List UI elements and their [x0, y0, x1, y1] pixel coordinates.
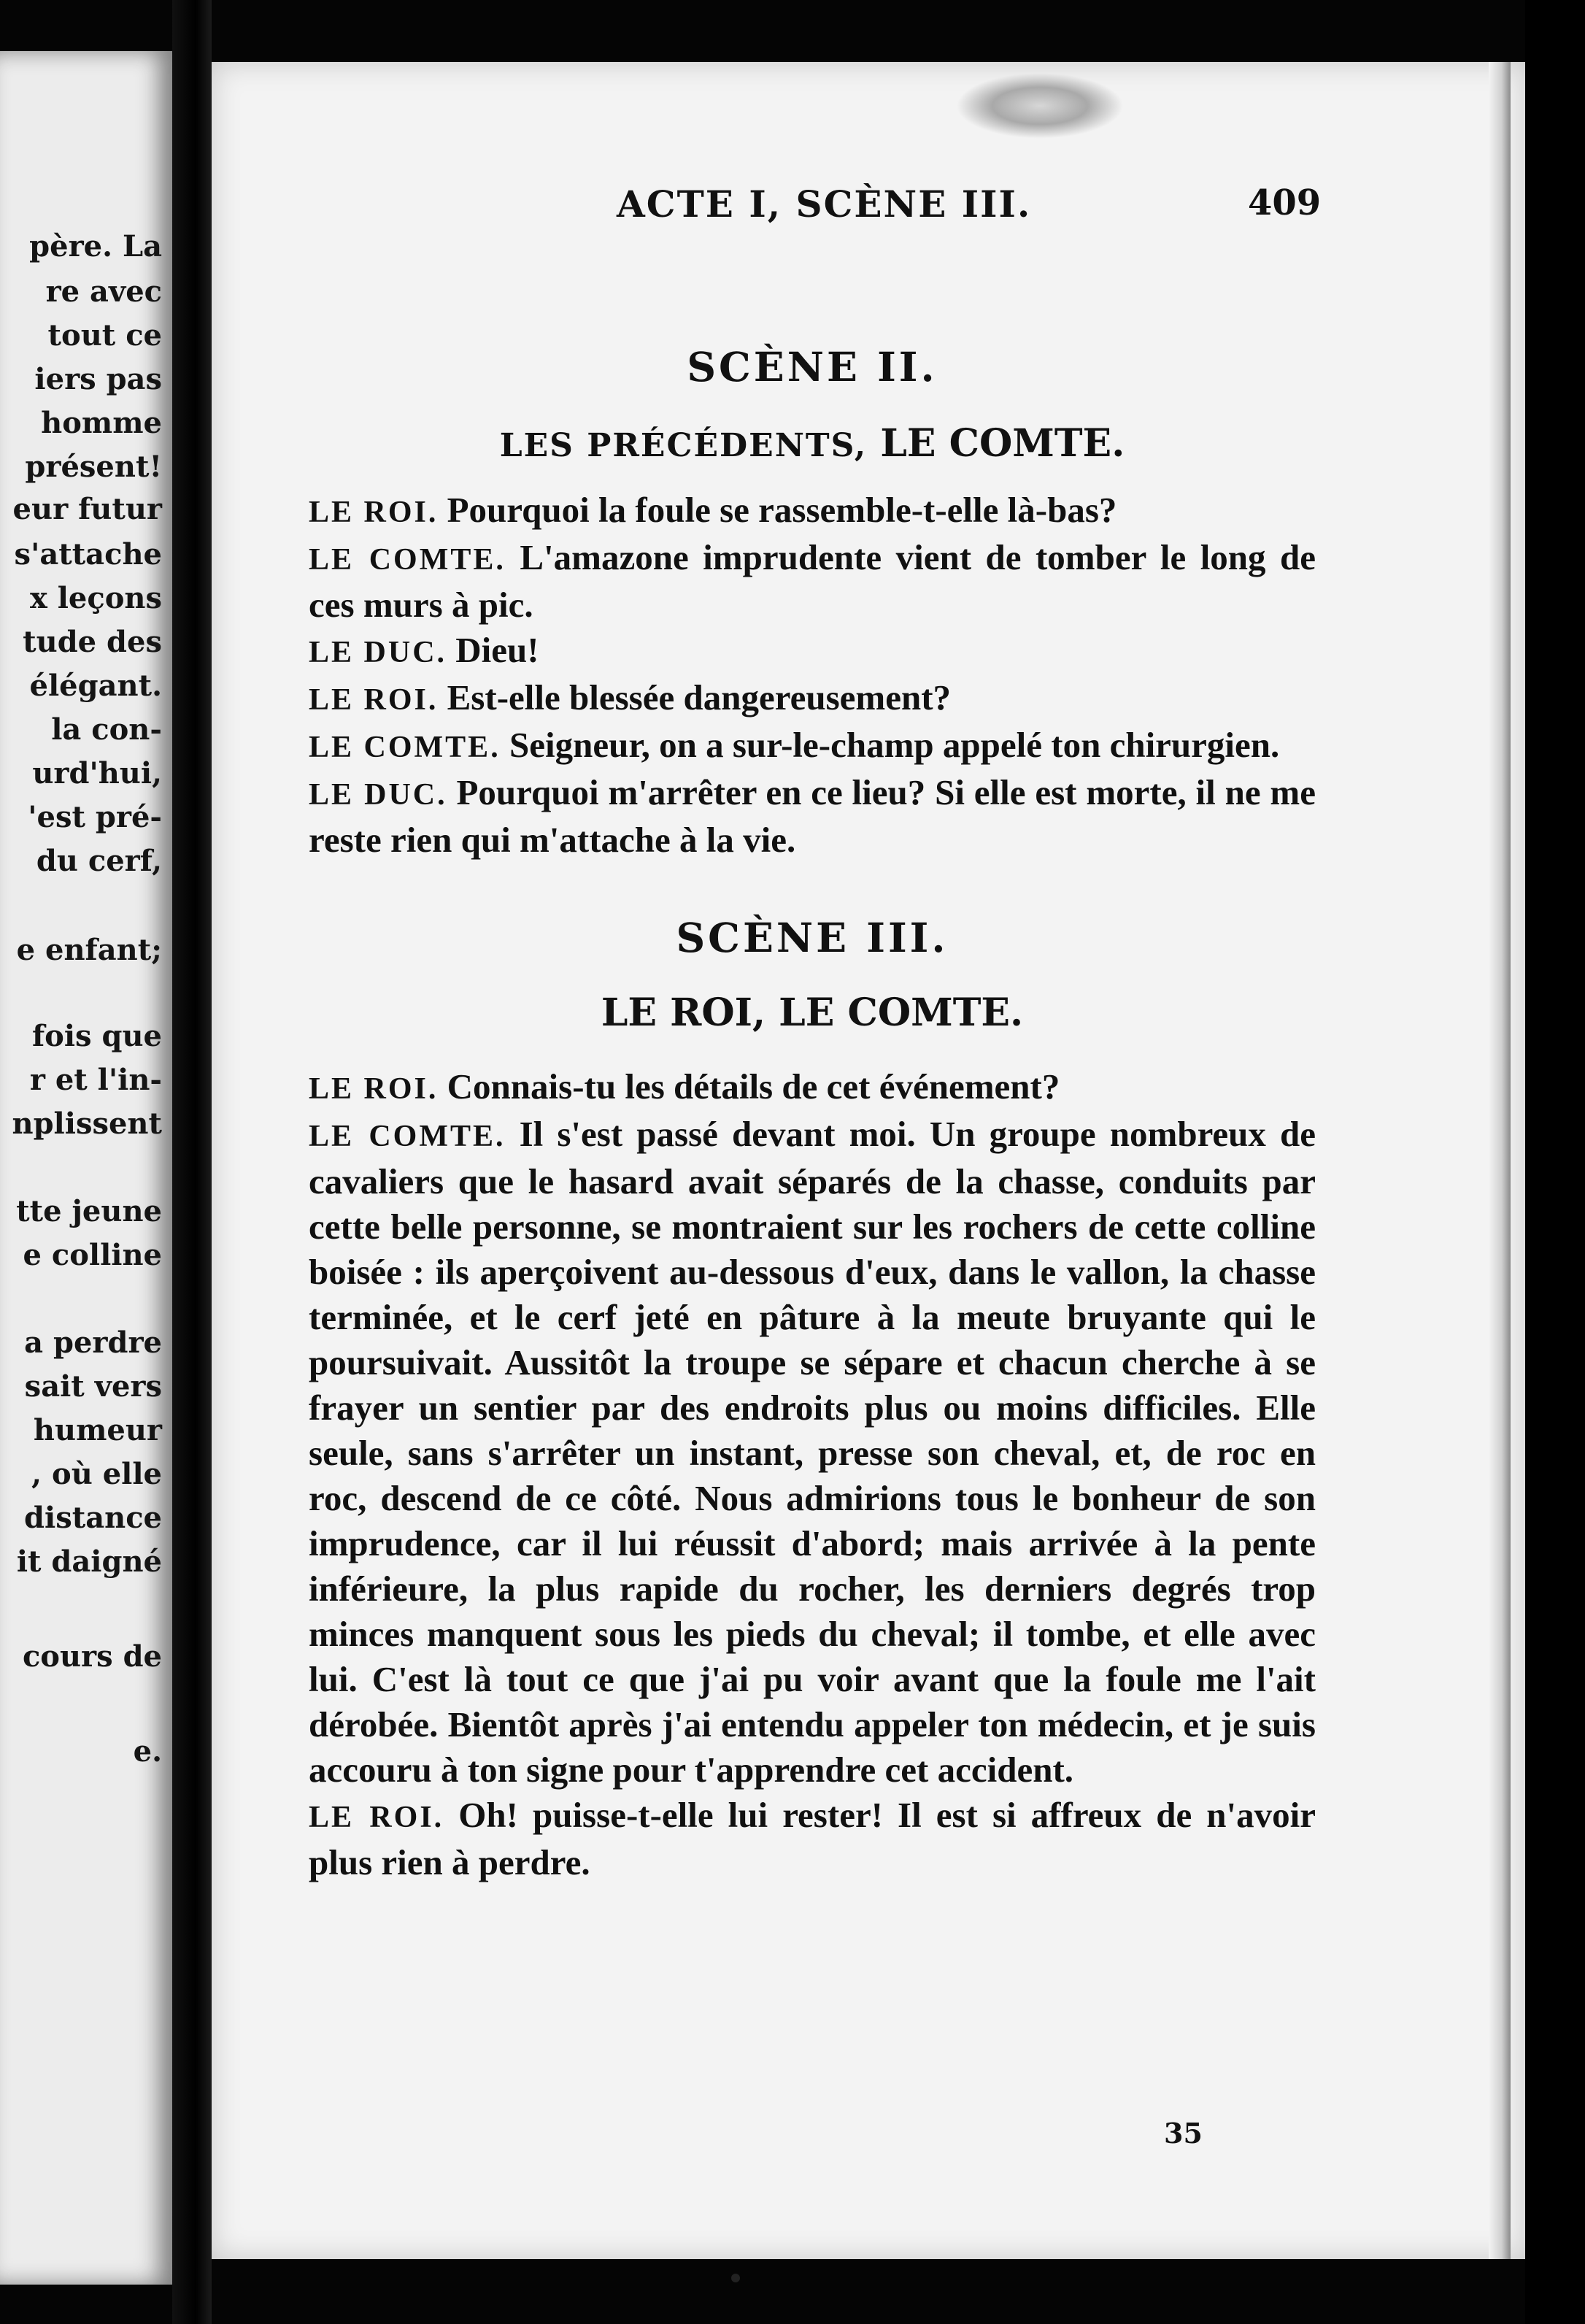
speaker: LE ROI. [309, 1072, 439, 1106]
left-page-line: e enfant; [16, 933, 162, 967]
dialogue-line [309, 488, 1316, 535]
left-page-line: re avec [45, 274, 162, 309]
scene-2-characters [309, 421, 1316, 466]
page-edge-shadow [1489, 62, 1511, 2259]
left-page-line: homme [41, 406, 162, 440]
left-page-line: iers pas [34, 362, 162, 396]
line-text: Il s'est passé devant moi. Un groupe nombreux de cavaliers que le hasard avait séparés de la chasse, conduits par cette belle personne, se montraient sur les rochers de cette colline boisée : ils aperçoivent au-dessous d'eux, dans le vallon, la chasse terminée, et le cerf jeté en pâture à la meute bruyante qui le poursuivait. Aussitôt la troupe se sépare et chacun cherche à se frayer un sentier par des endroits plus ou moins difficiles. Elle seule, sans s'arrêter un instant, presse son cheval, et, de roc en roc, descend de ce côté. Nous admirions tous le bonheur de son imprudence, car il lui réussit d'abord; mais arrivée à la pente inférieure, la plus rapide du rocher, les derniers degrés trop minces manquent sous les pieds du cheval; il tombe, et elle avec lui. C'est là tout ce que j'ai pu voir avant que la foule me l'ait dérobée. Bientôt après j'ai entendu appeler ton médecin, et je suis accouru à ton signe pour t'apprendre cet accident. [309, 1114, 1316, 1790]
scene-2-characters-name: LE COMTE. [880, 421, 1125, 466]
line-text: Pourquoi la foule se rassemble-t-elle là-bas? [447, 490, 1117, 530]
scene-3-characters: LE ROI, LE COMTE. [601, 990, 1024, 1035]
right-page [212, 62, 1525, 2259]
paper-damage [956, 73, 1124, 139]
left-page-line: it daigné [16, 1544, 162, 1579]
page-number: 409 [1248, 182, 1322, 223]
left-page-line: la con- [51, 712, 162, 747]
left-page-line: tout ce [47, 318, 162, 353]
speaker: LE DUC. [309, 778, 447, 812]
page-header [212, 182, 1525, 226]
left-page-line: e. [133, 1734, 162, 1769]
dialogue-line [309, 1112, 1316, 1793]
left-page-line: tte jeune [16, 1194, 162, 1228]
line-text: Oh! puisse-t-elle lui rester! Il est si affreux de n'avoir plus rien à perdre. [309, 1795, 1316, 1882]
running-head: ACTE I, SCÈNE III. [617, 182, 1032, 226]
speaker: LE COMTE. [309, 731, 501, 764]
speaker: LE COMTE. [309, 1120, 506, 1153]
left-page-line: x leçons [29, 581, 162, 615]
dialogue-line [309, 675, 1316, 723]
speaker: LE ROI. [309, 496, 439, 529]
left-page-line: e colline [23, 1238, 162, 1272]
line-text: L'amazone imprudente vient de tomber le long de ces murs à pic. [309, 537, 1316, 625]
left-page-line: élégant. [29, 669, 162, 703]
left-page-line: , où elle [31, 1457, 162, 1491]
line-text: Pourquoi m'arrêter en ce lieu? Si elle est morte, il ne me reste rien qui m'attache à la vie. [309, 772, 1316, 860]
scan-border [1525, 0, 1585, 2324]
left-page-line: fois que [31, 1019, 162, 1053]
left-page-line: a perdre [24, 1325, 162, 1360]
left-page-line: eur futur [12, 492, 162, 526]
left-page-line: nplissent [12, 1107, 162, 1141]
scene-2-characters-prefix: LES PRÉCÉDENTS, [499, 427, 868, 464]
scene-2-dialogue [309, 488, 1316, 863]
scene-3-title: SCÈNE III. [676, 914, 949, 961]
left-page-line: tude des [23, 625, 162, 659]
left-facing-page [0, 51, 172, 2285]
speaker: LE ROI. [309, 683, 439, 717]
left-page-line: 'est pré- [28, 800, 162, 834]
line-text: Est-elle blessée dangereusement? [447, 677, 952, 717]
left-page-line: humeur [33, 1413, 162, 1447]
scene-3-dialogue [309, 1064, 1316, 1885]
scene-2-title: SCÈNE II. [687, 343, 938, 390]
line-text: Dieu! [455, 630, 539, 670]
dialogue-line [309, 1064, 1316, 1112]
left-page-line: sait vers [24, 1369, 162, 1404]
line-text: Seigneur, on a sur-le-champ appelé ton chirurgien. [509, 725, 1280, 765]
left-page-line: présent! [25, 450, 162, 484]
dialogue-line [309, 628, 1316, 675]
speaker: LE ROI. [309, 1801, 444, 1834]
left-page-line: distance [24, 1501, 162, 1535]
dialogue-line [309, 723, 1316, 770]
left-page-line: du cerf, [36, 844, 162, 878]
left-page-line: s'attache [14, 537, 162, 572]
left-page-line: r et l'in- [29, 1063, 162, 1097]
signature-mark: 35 [1164, 2117, 1203, 2150]
dialogue-line [309, 770, 1316, 863]
left-page-line: urd'hui, [32, 756, 162, 790]
left-page-line: père. La [29, 229, 162, 263]
dialogue-line [309, 1793, 1316, 1885]
dialogue-line [309, 535, 1316, 628]
speaker: LE DUC. [309, 636, 447, 669]
ink-dot [731, 2274, 740, 2282]
speaker: LE COMTE. [309, 543, 506, 577]
line-text: Connais-tu les détails de cet événement? [447, 1066, 1060, 1107]
book-spine [172, 0, 212, 2324]
left-page-line: cours de [22, 1639, 162, 1674]
page-content [309, 274, 1316, 1885]
